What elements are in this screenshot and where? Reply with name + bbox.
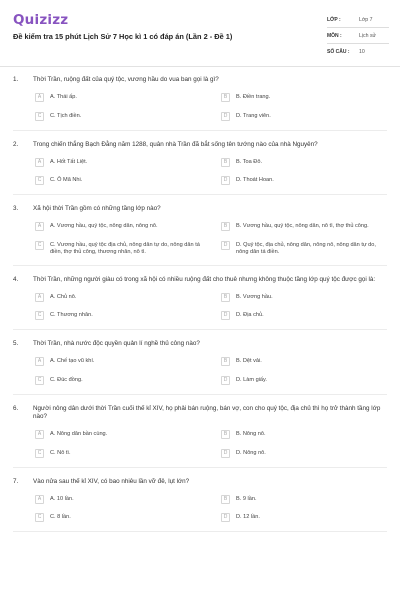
option-letter-badge: C <box>35 176 44 185</box>
answer-option[interactable] <box>35 112 201 121</box>
question-number: 5. <box>13 340 19 348</box>
option-text: B. Dệt vải. <box>236 358 262 365</box>
option-letter-badge: B <box>221 293 230 302</box>
answer-options <box>13 94 387 121</box>
page-header <box>0 0 400 66</box>
question-spacer <box>13 266 387 276</box>
meta-value: Lịch sử <box>359 32 377 39</box>
question-spacer <box>13 395 387 405</box>
option-letter-badge: A <box>35 158 44 167</box>
answer-option[interactable] <box>221 112 387 121</box>
option-letter-badge: C <box>35 513 44 522</box>
question-header <box>13 478 387 487</box>
question-header <box>13 76 387 85</box>
answer-option[interactable] <box>221 376 387 385</box>
option-letter-badge: A <box>35 293 44 302</box>
question-header <box>13 141 387 150</box>
answer-options <box>13 158 387 185</box>
option-letter-badge: A <box>35 357 44 366</box>
answer-option[interactable] <box>35 449 201 458</box>
page-title: Đề kiểm tra 15 phút Lịch Sử 7 Học kì 1 có đáp án (Lần 2 - Đề 1) <box>13 32 233 41</box>
option-letter-badge: B <box>221 93 230 102</box>
question-number: 3. <box>13 205 19 212</box>
answer-option[interactable] <box>35 177 201 186</box>
option-text: B. Nông nô. <box>236 431 266 438</box>
answer-option[interactable] <box>35 241 201 256</box>
meta-row-subject <box>327 28 389 44</box>
question-header <box>13 405 387 422</box>
option-letter-badge: D <box>221 241 230 250</box>
question-header <box>13 205 387 214</box>
option-text: B. Điền trang. <box>236 94 271 100</box>
option-text: A. Hốt Tất Liệt. <box>50 158 88 165</box>
option-letter-badge: B <box>221 222 230 231</box>
question-list <box>0 76 400 542</box>
answer-options <box>13 223 387 256</box>
answer-option[interactable] <box>221 449 387 458</box>
question-item <box>0 340 400 405</box>
answer-option[interactable] <box>221 293 387 302</box>
option-text: C. Vương hầu, quý tộc địa chủ, nông dân tự do, nông dân tá điền, thợ thủ công, thương nhân, nô tì. <box>50 241 200 255</box>
question-spacer <box>13 195 387 205</box>
question-spacer <box>13 131 387 141</box>
question-number: 1. <box>13 76 19 83</box>
answer-option[interactable] <box>35 223 201 232</box>
meta-value: 10 <box>359 49 365 55</box>
option-text: B. 9 lần. <box>236 495 257 502</box>
answer-option[interactable] <box>35 495 201 504</box>
option-letter-badge: A <box>35 93 44 102</box>
option-text: B. Vương hầu. <box>236 293 273 300</box>
option-letter-badge: C <box>35 241 44 250</box>
option-letter-badge: D <box>221 176 230 185</box>
answer-option[interactable] <box>221 514 387 523</box>
answer-option[interactable] <box>221 158 387 167</box>
answer-option[interactable] <box>35 312 201 321</box>
option-letter-badge: B <box>221 357 230 366</box>
option-text: D. Địa chủ. <box>236 312 264 319</box>
quizizz-logo: Quizizz <box>13 12 69 28</box>
meta-label: MÔN : <box>327 32 342 39</box>
option-letter-badge: D <box>221 513 230 522</box>
option-text: A. Thái ấp. <box>50 94 77 100</box>
answer-option[interactable] <box>35 94 201 103</box>
option-text: D. Làm giấy. <box>236 376 267 383</box>
option-text: D. Trang viên. <box>236 112 271 119</box>
answer-option[interactable] <box>35 293 201 302</box>
question-text: Thời Trần, những người giàu có trong xã hội có nhiều ruộng đất cho thuê nhưng không thuộc tầng lớp quý tộc được gọi là: <box>33 275 376 283</box>
question-text: Người nông dân dưới thời Trần cuối thế kỉ XIV, họ phải bán ruộng, bán vợ, con cho quý tộc, địa chủ thì họ trở thành tầng lớp nào? <box>33 404 381 421</box>
option-text: D. Quý tộc, địa chủ, nông dân, nông nô, nông dân tự do, nông dân tá điền. <box>236 241 376 255</box>
answer-options <box>13 431 387 458</box>
question-text: Trong chiến thắng Bạch Đằng năm 1288, quân nhà Trần đã bắt sống tên tướng nào của nhà Nguyên? <box>33 140 318 148</box>
answer-option[interactable] <box>35 158 201 167</box>
question-header <box>13 276 387 285</box>
question-number: 6. <box>13 404 19 412</box>
question-item <box>0 205 400 276</box>
question-item <box>0 76 400 141</box>
question-text: Thời Trần, ruộng đất của quý tộc, vương hầu do vua ban gọi là gì? <box>33 76 219 83</box>
option-letter-badge: C <box>35 376 44 385</box>
question-spacer <box>13 532 387 542</box>
option-text: D. Thoát Hoan. <box>236 177 274 183</box>
option-text: A. Chủ nô. <box>50 293 77 300</box>
option-text: A. Vương hầu, quý tộc, nông dân, nông nô. <box>50 223 158 229</box>
answer-option[interactable] <box>221 94 387 103</box>
question-spacer <box>13 468 387 478</box>
question-number: 4. <box>13 275 19 283</box>
meta-value: Lớp 7 <box>359 16 373 23</box>
option-text: C. Ô Mã Nhi. <box>50 177 83 183</box>
meta-row-count <box>327 44 389 60</box>
answer-options <box>13 358 387 385</box>
question-item <box>0 478 400 543</box>
option-text: B. Toa Đô. <box>236 158 263 165</box>
header-divider <box>0 66 400 67</box>
question-number: 7. <box>13 477 19 485</box>
option-text: C. 8 lần. <box>50 514 71 521</box>
answer-option[interactable] <box>221 241 387 256</box>
meta-label: SỐ CÂU : <box>327 49 350 55</box>
answer-option[interactable] <box>35 358 201 367</box>
meta-label: LỚP : <box>327 16 341 23</box>
option-letter-badge: A <box>35 222 44 231</box>
question-item <box>0 276 400 341</box>
answer-option[interactable] <box>35 376 201 385</box>
option-text: C. Nô tì. <box>50 449 71 456</box>
option-letter-badge: B <box>221 430 230 439</box>
option-letter-badge: D <box>221 376 230 385</box>
answer-option[interactable] <box>35 514 201 523</box>
question-header <box>13 340 387 349</box>
answer-option[interactable] <box>35 431 201 440</box>
meta-row-class <box>327 12 389 28</box>
answer-option[interactable] <box>221 177 387 186</box>
question-text: Xã hội thời Trần gồm có những tầng lớp nào? <box>33 205 161 212</box>
answer-option[interactable] <box>221 431 387 440</box>
option-text: D. Nông nô. <box>236 449 266 456</box>
answer-options <box>13 495 387 522</box>
question-number: 2. <box>13 140 19 148</box>
option-letter-badge: C <box>35 449 44 458</box>
option-letter-badge: A <box>35 495 44 504</box>
answer-option[interactable] <box>221 312 387 321</box>
option-text: D. 12 lần. <box>236 514 260 521</box>
question-item <box>0 405 400 478</box>
option-letter-badge: B <box>221 158 230 167</box>
question-text: Vào nửa sau thế kỉ XIV, có bao nhiêu lần vỡ đê, lụt lớn? <box>33 477 190 485</box>
answer-option[interactable] <box>221 358 387 367</box>
answer-option[interactable] <box>221 223 387 232</box>
option-letter-badge: B <box>221 495 230 504</box>
option-letter-badge: C <box>35 112 44 121</box>
option-letter-badge: C <box>35 311 44 320</box>
answer-options <box>13 293 387 320</box>
option-text: A. 10 lần. <box>50 495 74 502</box>
meta-table <box>327 12 389 60</box>
question-spacer <box>13 330 387 340</box>
option-letter-badge: D <box>221 449 230 458</box>
option-text: C. Thương nhân. <box>50 312 93 319</box>
option-letter-badge: D <box>221 311 230 320</box>
option-letter-badge: D <box>221 112 230 121</box>
option-text: B. Vương hầu, quý tộc, nông dân, nô tì, thợ thủ công. <box>236 223 369 229</box>
answer-option[interactable] <box>221 495 387 504</box>
option-text: C. Đúc đồng. <box>50 376 83 383</box>
question-text: Thời Trần, nhà nước độc quyền quản lí nghề thủ công nào? <box>33 340 200 348</box>
option-text: A. Nông dân bần cùng. <box>50 431 108 438</box>
option-letter-badge: A <box>35 430 44 439</box>
question-item <box>0 141 400 206</box>
option-text: A. Chế tạo vũ khí. <box>50 358 95 365</box>
option-text: C. Tịch điền. <box>50 112 82 119</box>
